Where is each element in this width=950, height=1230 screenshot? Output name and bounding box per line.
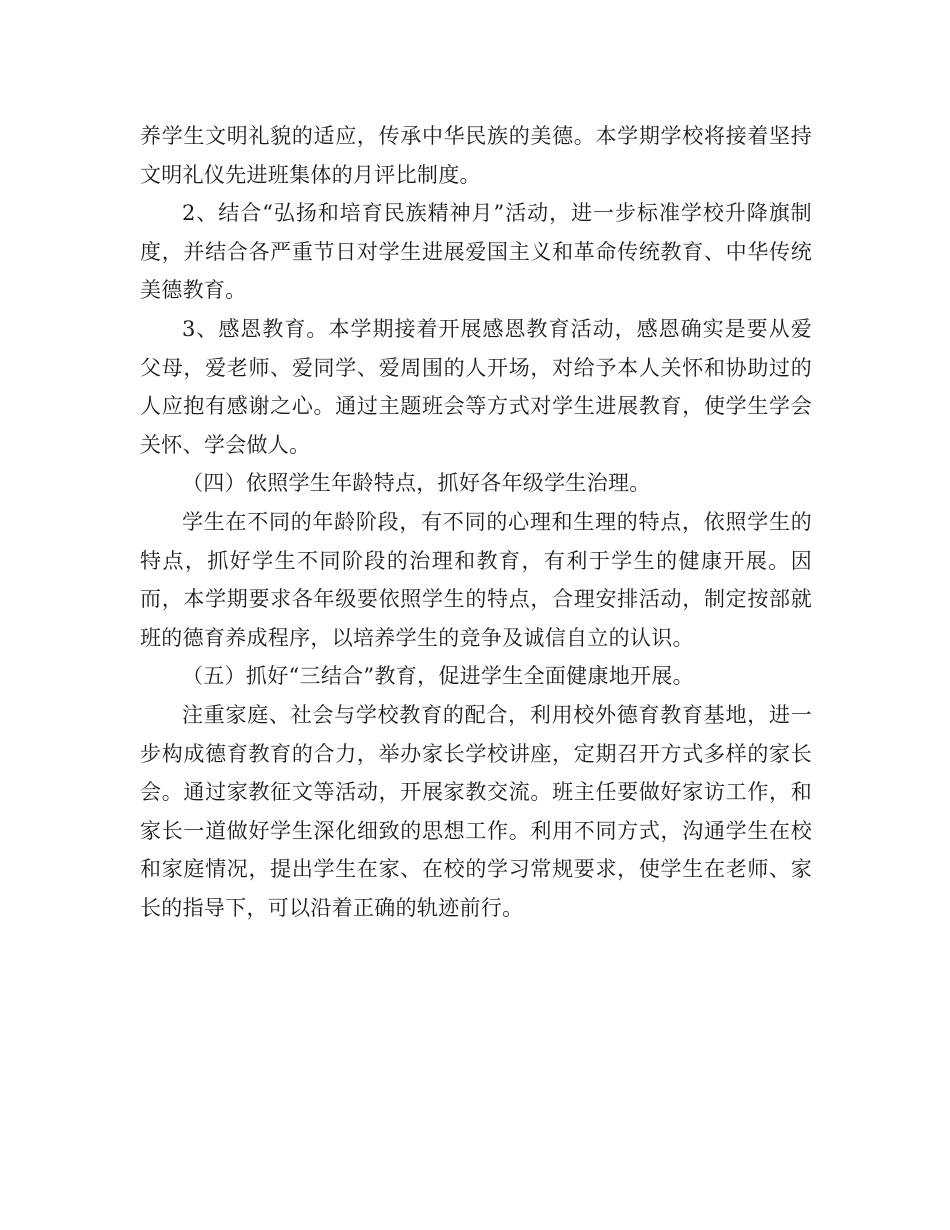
document-body — [140, 117, 812, 927]
paragraph-item-3: 3、感恩教育。本学期接着开展感恩教育活动，感恩确实是要从爱父母，爱老师、爱同学、爱周围的人开场，对给予本人关怀和协助过的人应抱有感谢之心。通过主题班会等方式对学生进展教育，使学生学会关怀、学会做人。 — [140, 316, 812, 457]
section-heading-5: （五）抓好“三结合”教育，促进学生全面健康地开展。 — [182, 664, 694, 689]
paragraph-section-5-body: 注重家庭、社会与学校教育的配合，利用校外德育教育基地，进一步构成德育教育的合力，举办家长学校讲座，定期召开方式多样的家长会。通过家教征文等活动，开展家教交流。班主任要做好家访工作，和家长一道做好学生深化细致的思想工作。利用不同方式，沟通学生在校和家庭情况，提出学生在家、在校的学习常规要求，使学生在老师、家长的指导下，可以沿着正确的轨迹前行。 — [140, 702, 812, 920]
paragraph-section-4-body: 学生在不同的年龄阶段，有不同的心理和生理的特点，依照学生的特点，抓好学生不同阶段的治理和教育，有利于学生的健康开展。因而，本学期要求各年级要依照学生的特点，合理安排活动，制定按部就班的德育养成程序，以培养学生的竞争及诚信自立的认识。 — [140, 509, 812, 650]
paragraph-continuation: 养学生文明礼貌的适应，传承中华民族的美德。本学期学校将接着坚持文明礼仪先进班集体的月评比制度。 — [140, 124, 812, 187]
paragraph-item-2: 2、结合“弘扬和培育民族精神月”活动，进一步标准学校升降旗制度，并结合各严重节日对学生进展爱国主义和革命传统教育、中华传统美德教育。 — [140, 201, 812, 303]
section-heading-4: （四）依照学生年龄特点，抓好各年级学生治理。 — [182, 471, 651, 496]
